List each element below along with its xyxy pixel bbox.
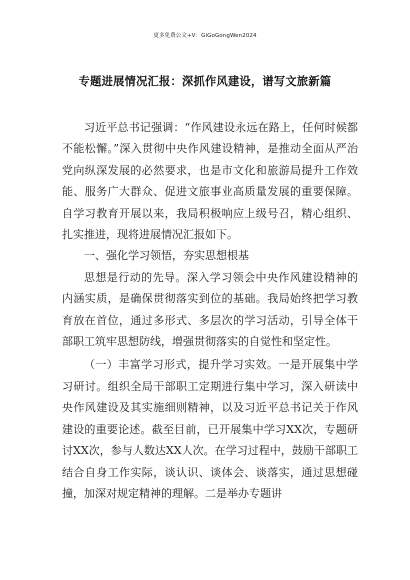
header-note: 更多免费公文+V：GiGoGongWen2024 xyxy=(153,33,257,39)
section-heading-1: 一、强化学习领悟，夯实思想根基 xyxy=(84,249,249,263)
document-body xyxy=(62,117,358,504)
paragraph-subsection-1: （一）丰富学习形式，提升学习实效。一是开展集中学习研讨。组织全局干部职工定期进行集中学习，深入研读中央作风建设及其实施细则精神，以及习近平总书记关于作风建设的重要论述。截至目前，已开展集中学习XX次，专题研讨XX次，参与人数达XX人次。在学习过程中，鼓励干部职工结合自身工作实际，谈认识、谈体会、谈落实，通过思想碰撞，加深对规定精神的理解。二是举办专题讲 xyxy=(62,358,358,500)
paragraph-section-1: 思想是行动的先导。深入学习领会中央作风建设精神的内涵实质，是确保贯彻落实到位的基础。我局始终把学习教育放在首位，通过多形式、多层次的学习活动，引导全体干部职工筑牢思想防线，增强贯彻落实的自觉性和坚定性。 xyxy=(62,270,358,349)
document-title: 专题进展情况汇报：深抓作风建设，谱写文旅新篇 xyxy=(78,74,332,88)
paragraph-intro: 习近平总书记强调：“作风建设永远在路上，任何时候都不能松懈。”深入贯彻中央作风建设精神，是推动全面从严治党向纵深发展的必然要求，也是市文化和旅游局提升工作效能、服务广大群众、促进文旅事业高质量发展的重要保障。自学习教育开展以来，我局积极响应上级号召，精心组织、扎实推进，现将进展情况汇报如下。 xyxy=(62,121,358,242)
